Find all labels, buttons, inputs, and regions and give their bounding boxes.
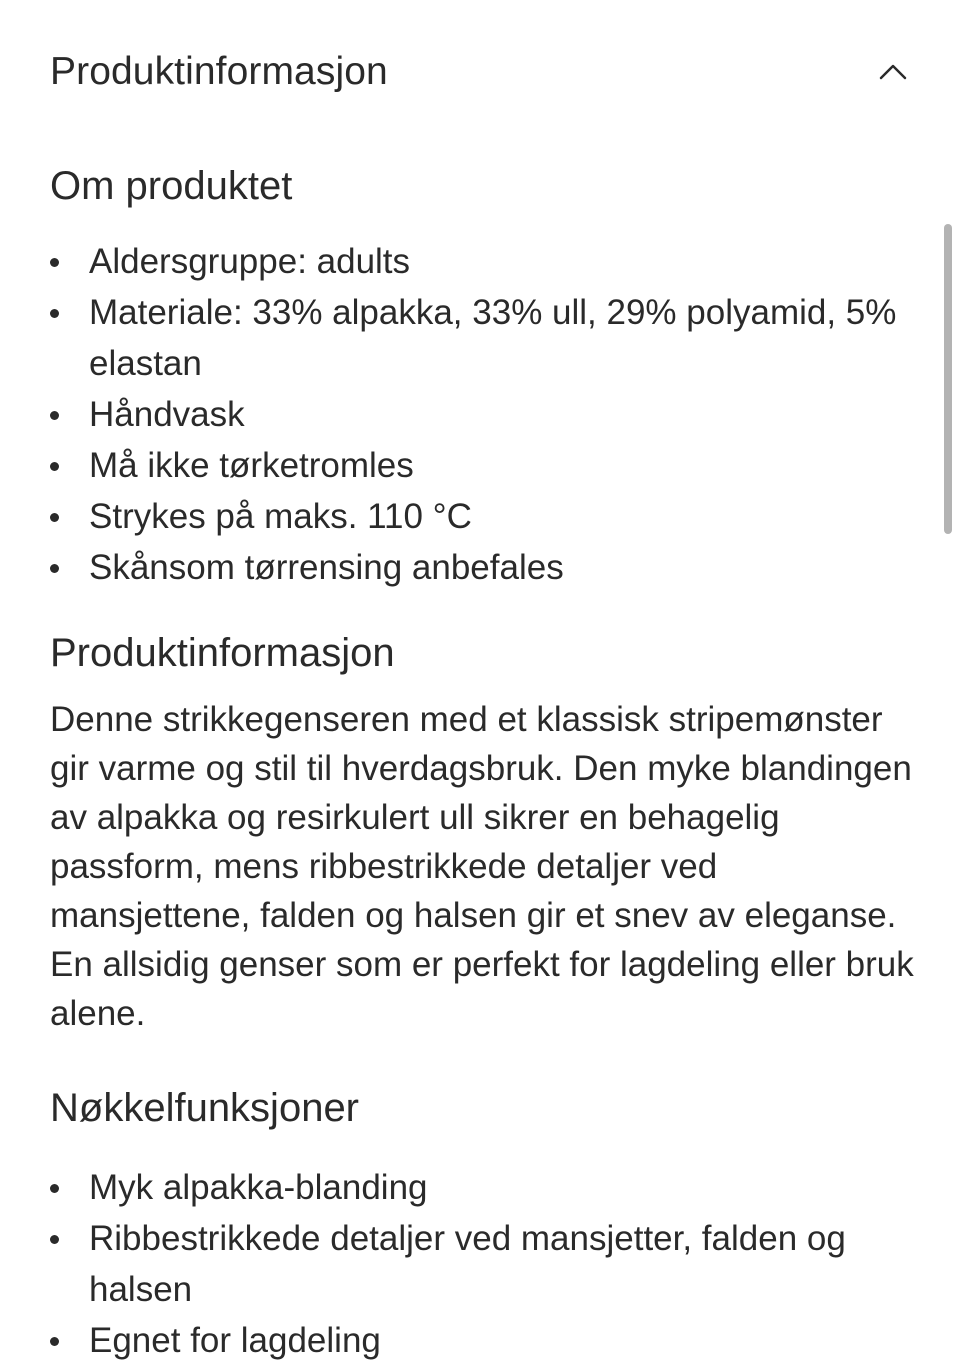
list-item: Myk alpakka-blanding <box>50 1162 920 1213</box>
accordion-title: Produktinformasjon <box>50 50 388 93</box>
list-item: Skånsom tørrensing anbefales <box>50 542 920 593</box>
product-info-heading: Produktinformasjon <box>50 631 395 675</box>
list-item: Må ikke tørketromles <box>50 440 920 491</box>
scrollbar-thumb[interactable] <box>944 224 952 534</box>
key-features-section <box>50 1078 920 1366</box>
list-item: Materiale: 33% alpakka, 33% ull, 29% polyamid, 5% elastan <box>50 287 920 389</box>
product-info-section <box>50 625 920 1038</box>
product-description: Denne strikkegenseren med et klassisk stripemønster gir varme og stil til hverdagsbruk. Den myke blandingen av alpakka og resirkulert ull sikrer en behagelig passform, mens ribbestrikkede detaljer ved mansjettene, falden og halsen gir et snev av eleganse. En allsidig genser som er perfekt for lagdeling eller bruk alene. <box>50 700 914 1033</box>
list-item: Strykes på maks. 110 °C <box>50 491 920 542</box>
key-features-list <box>50 1162 920 1366</box>
accordion-header[interactable] <box>50 44 912 100</box>
list-item: Aldersgruppe: adults <box>50 236 920 287</box>
about-list <box>50 236 920 593</box>
list-item: Egnet for lagdeling <box>50 1315 920 1366</box>
chevron-up-icon[interactable] <box>878 57 908 87</box>
list-item: Ribbestrikkede detaljer ved mansjetter, falden og halsen <box>50 1213 920 1315</box>
list-item: Håndvask <box>50 389 920 440</box>
about-section <box>50 158 920 593</box>
accordion-content <box>50 158 920 1366</box>
about-heading: Om produktet <box>50 164 293 208</box>
key-features-heading: Nøkkelfunksjoner <box>50 1086 360 1130</box>
